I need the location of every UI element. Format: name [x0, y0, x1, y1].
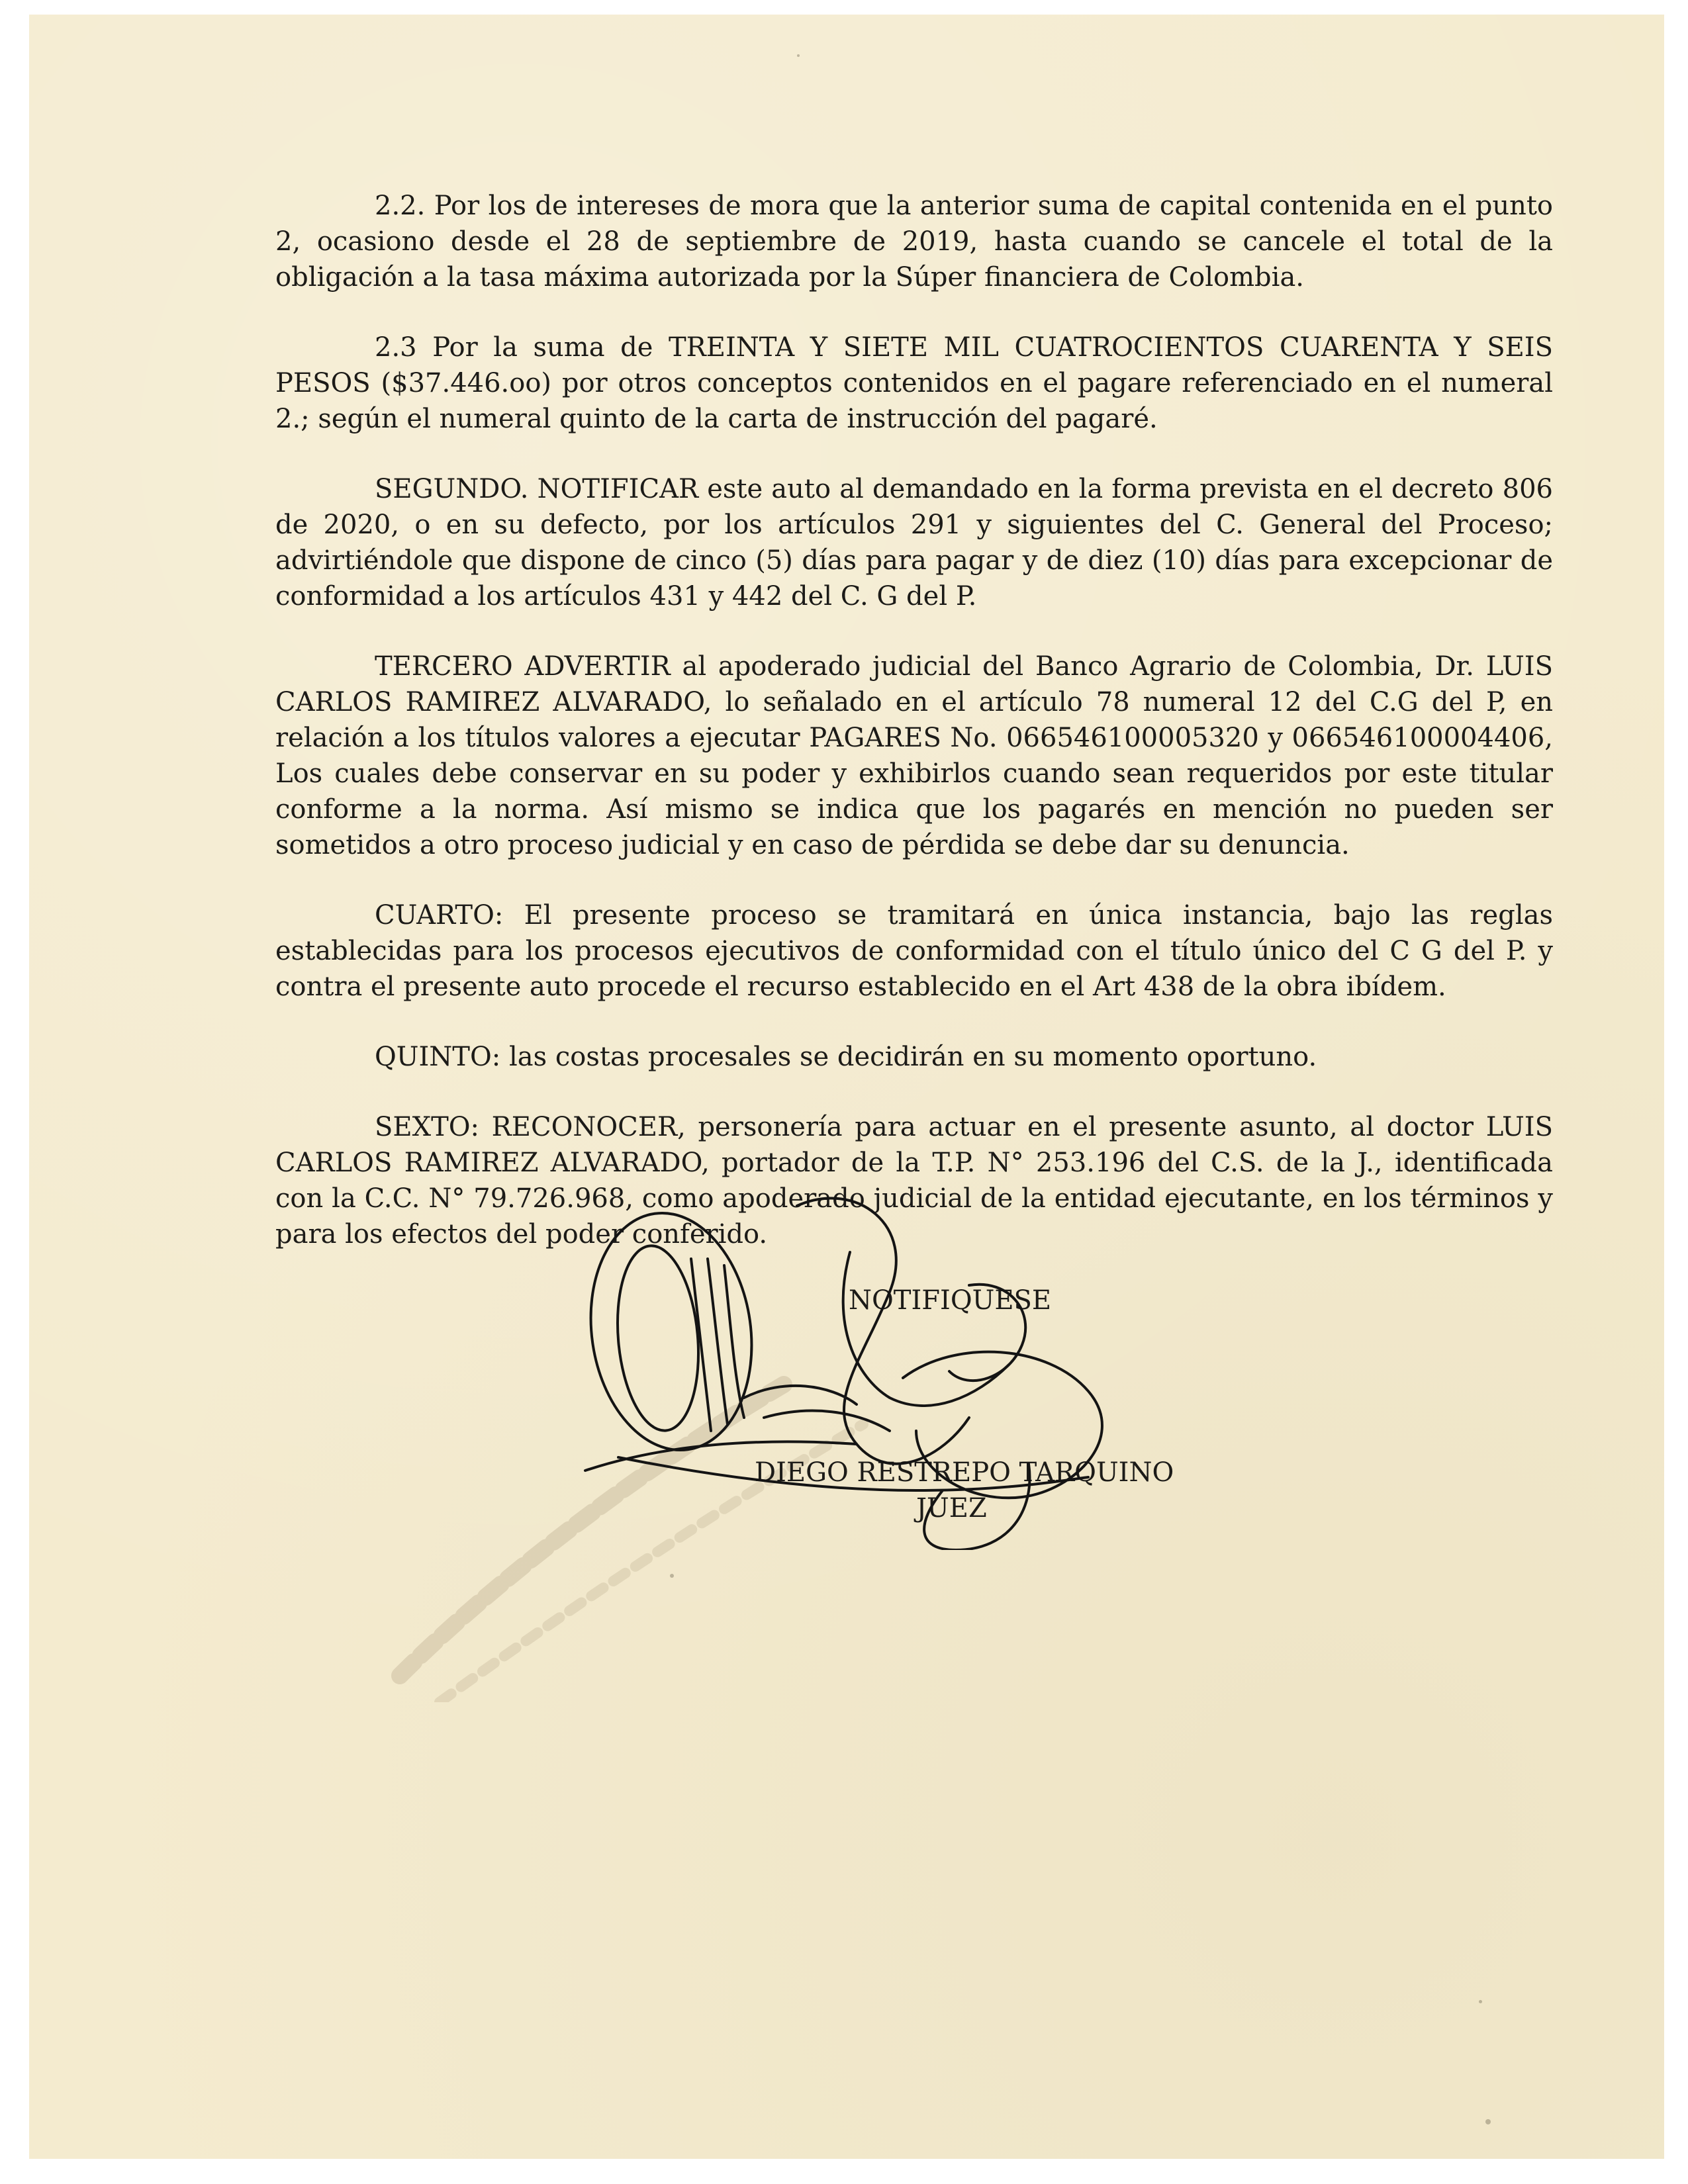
paragraph-segundo: SEGUNDO. NOTIFICAR este auto al demandado en la forma prevista en el decreto 806 de 2020, o en su defecto, por los artículos 291 y siguientes del C. General del Proceso; advirtiéndole que dispone de cinco (5) días para pagar y de diez (10) días para excepcionar de conformidad a los artículos 431 y 442 del C. G del P. — [275, 474, 1553, 612]
judge-title: JUEZ — [916, 1493, 987, 1524]
judge-name: DIEGO RESTREPO TARQUINO — [755, 1457, 1174, 1488]
document-body — [275, 188, 1553, 1287]
scan-speck — [1479, 2000, 1482, 2003]
paragraph-quinto: QUINTO: las costas procesales se decidirán en su momento oportuno. — [375, 1042, 1317, 1072]
handwritten-signature — [545, 1179, 1181, 1550]
scan-speck — [797, 54, 800, 57]
paragraph-2-3: 2.3 Por la suma de TREINTA Y SIETE MIL CUATROCIENTOS CUARENTA Y SEIS PESOS ($37.446.oo) por otros conceptos contenidos en el pagare referenciado en el numeral 2.; según el numeral quinto de la carta de instrucción del pagaré. — [275, 332, 1553, 434]
notify-heading: NOTIFIQUESE — [849, 1285, 1052, 1316]
paragraph-sexto: SEXTO: RECONOCER, personería para actuar en el presente asunto, al doctor LUIS CARLOS RAMIREZ ALVARADO, portador de la T.P. N° 253.196 del C.S. de la J., identificada con la C.C. N° 79.726.968, como apoderado judicial de la entidad ejecutante, en los términos y para los efectos del poder conferido. — [275, 1112, 1553, 1250]
paragraph-cuarto: CUARTO: El presente proceso se tramitará en única instancia, bajo las reglas establecidas para los procesos ejecutivos de conformidad con el título único del C G del P. y contra el presente auto procede el recurso establecido en el Art 438 de la obra ibídem. — [275, 900, 1553, 1002]
paragraph-tercero: TERCERO ADVERTIR al apoderado judicial del Banco Agrario de Colombia, Dr. LUIS CARLOS RAMIREZ ALVARADO, lo señalado en el artículo 78 numeral 12 del C.G del P, en relación a los títulos valores a ejecutar PAGARES No. 066546100005320 y 066546100004406, Los cuales debe conservar en su poder y exhibirlos cuando sean requeridos por este titular conforme a la norma. Así mismo se indica que los pagarés en mención no pueden ser sometidos a otro proceso judicial y en caso de pérdida se debe dar su denuncia. — [275, 651, 1553, 860]
document-page — [29, 15, 1664, 2159]
scan-speck — [1485, 2119, 1491, 2124]
paragraph-2-2: 2.2. Por los de intereses de mora que la anterior suma de capital contenida en el punto 2, ocasiono desde el 28 de septiembre de 2019, hasta cuando se cancele el total de la obligación a la tasa máxima autorizada por la Súper financiera de Colombia. — [275, 191, 1553, 293]
scan-speck — [670, 1574, 674, 1578]
